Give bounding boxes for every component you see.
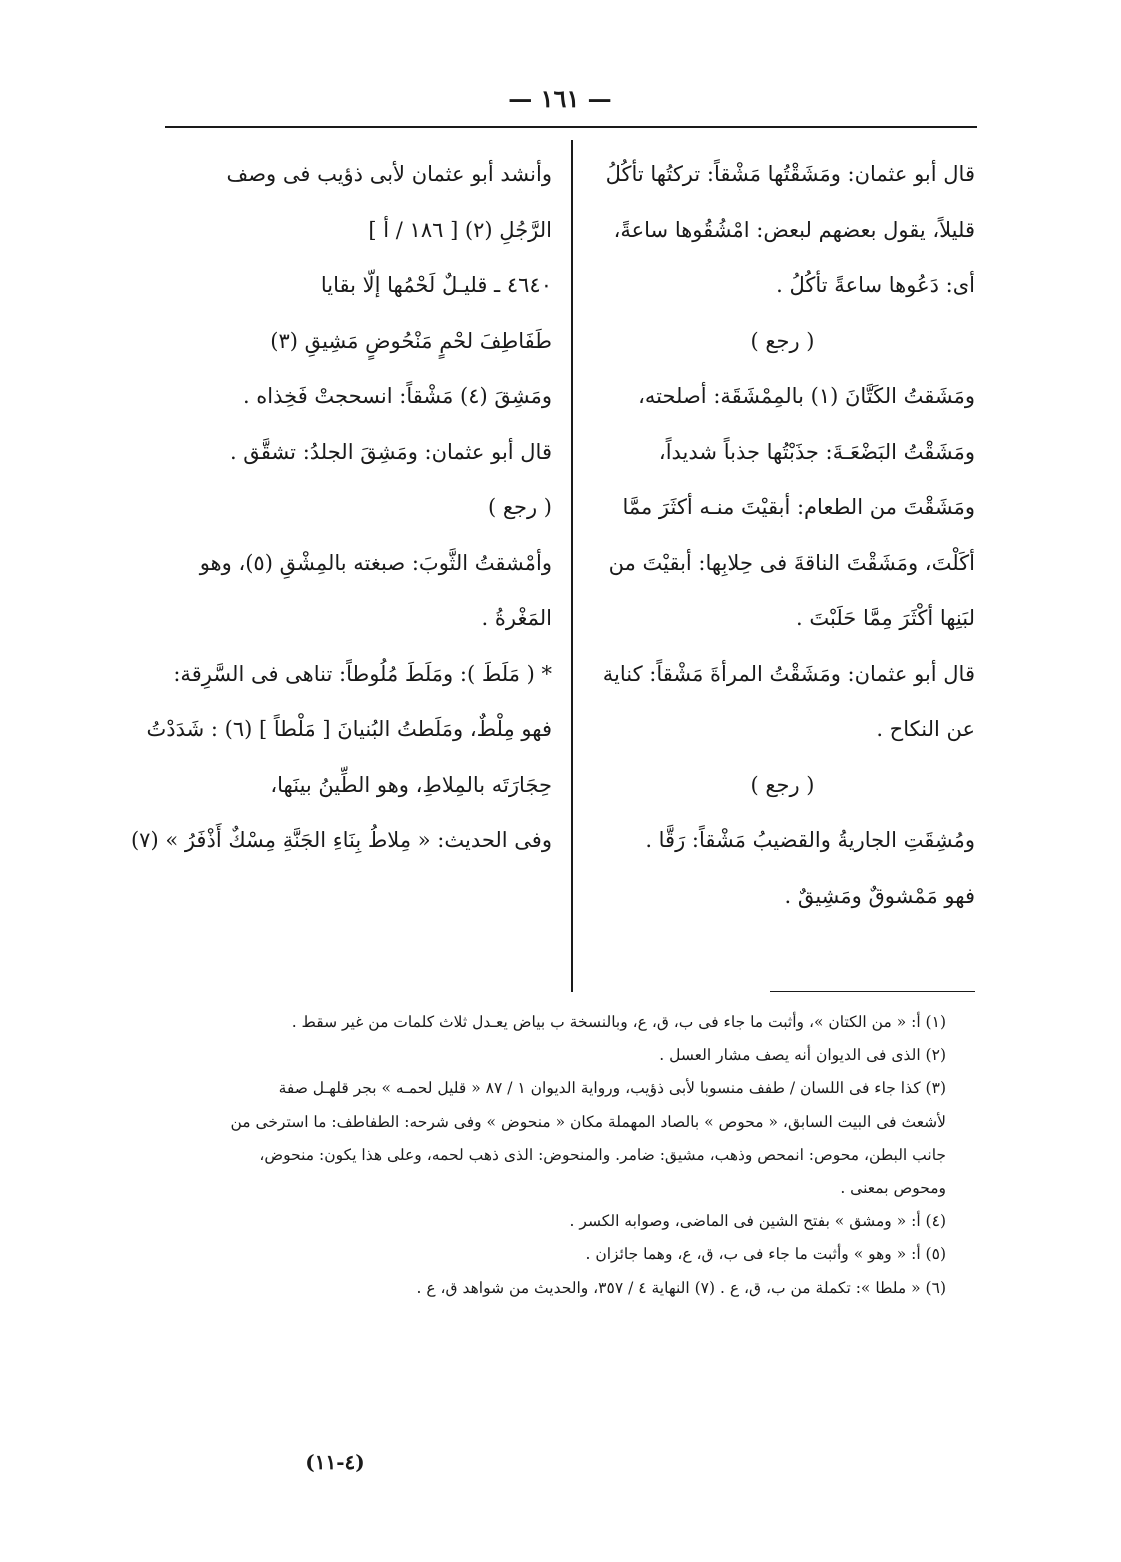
footnote: (٤) أ: « ومشق » بفتح الشين فى الماضى، وصوابه الكسر .	[569, 1212, 946, 1231]
footnote: لأشعث فى البيت السابق، « محوص » بالصاد المهملة مكان « منحوض » وفى شرحه: الطفاطف: ما استرخى من	[230, 1112, 946, 1131]
text-line: المَغْرةُ .	[481, 606, 552, 630]
text-line: وفى الحديث: « مِلاطُ بِنَاءِ الجَنَّةِ مِسْكٌ أَذْفَرُ » (٧)	[130, 828, 552, 852]
text-line: ومَشَقْتُ البَضْعَـةَ: جذَبْتُها جذباً شديداً،	[658, 439, 975, 464]
column-divider	[571, 140, 573, 992]
footnote: (١) أ: « من الكتان »، وأثبت ما جاء فى ب، ق، ع، وبالنسخة ب بياض يعـدل ثلاث كلمات من غير سقط .	[291, 1013, 946, 1031]
footnote: ومحوص بمعنى .	[840, 1178, 946, 1197]
verse-line: ٤٦٤٠ ـ قليـلٌ لَحْمُها إلّا بقايا	[320, 273, 552, 297]
footnote: (٣) كذا جاء فى اللسان / طفف منسوبا لأبى ذؤيب، ورواية الديوان ١ / ٨٧ « قليل لحمـه » بجر قلهـل صفة	[278, 1079, 946, 1098]
left-column	[130, 160, 552, 882]
page-number: — ١٦١ —	[508, 84, 612, 113]
text-line: قال أبو عثمان: ومَشَقْتُ المرأةَ مَشْقاً: كناية	[602, 661, 975, 686]
footnote: (٥) أ: « وهو » وأثبت ما جاء فى ب، ق، ع، وهما جائزان .	[585, 1245, 946, 1264]
text-line: ومَشَقتُ الكَتَّانَ (١) بالمِمْشَقَة: أصلحته،	[638, 384, 975, 408]
text-line: ومَشَقْتَ من الطعام: أبقيْتَ منـه أكثَرَ ممَّا	[622, 495, 975, 519]
text-line: أى: دَعُوها ساعةً تأكُلُ .	[776, 273, 975, 297]
text-line: أكَلْتَ، ومَشَقْتَ الناقةَ فى حِلابِها: أبقيْتَ من	[608, 550, 975, 575]
text-line: فهو مِلْطٌ، ومَلَطتُ البُنيانَ [ مَلْطاً ] (٦) : شَدَدْتُ	[146, 717, 552, 741]
text-line: الرَّجُلِ (٢) [ ١٨٦ / أ ]	[368, 217, 552, 242]
entry-heading-line: * ( مَلَطَ ): ومَلَطَ مُلُوطاً: تناهى فى السَّرِقة:	[173, 661, 552, 686]
right-column	[590, 160, 975, 937]
text-line: قال أبو عثمان: ومَشَقْتُها مَشْقاً: تركتُها تأكُلُ	[605, 162, 975, 186]
section-marker: ( رجع )	[750, 328, 815, 353]
footnotes	[176, 1012, 946, 1311]
footnote: جانب البطن، محوص: انمحص وذهب، مشيق: ضامر. والمنحوض: الذى ذهب لحمه، وعلى هذا يكون: منحوض،	[259, 1145, 946, 1164]
text-line: وأنشد أبو عثمان لأبى ذؤيب فى وصف	[226, 162, 552, 186]
section-marker: ( رجع )	[487, 495, 552, 519]
signature-mark: (٤-١١)	[305, 1450, 365, 1474]
text-line: حِجَارَتَه بالمِلاطِ، وهو الطِّينُ بينَها،	[270, 772, 552, 797]
footnote: (٦) « ملطا »: تكملة من ب، ق، ع . (٧) النهاية ٤ / ٣٥٧، والحديث من شواهد ق، ع .	[416, 1278, 946, 1297]
text-line: قليلاً، يقول بعضهم لبعض: امْشُقُوها ساعةً،	[613, 217, 975, 242]
footnote: (٢) الذى فى الديوان أنه يصف مشار العسل .	[659, 1046, 946, 1065]
text-line: ومَشِقَ (٤) مَشْقاً: انسحجتْ فَخِذاه .	[242, 384, 552, 408]
footnote-rule	[770, 991, 975, 992]
verse-line: طَفَاطِفَ لحْمٍ مَنْحُوضٍ مَشِيقِ (٣)	[270, 328, 552, 353]
header-rule	[165, 126, 977, 128]
section-marker: ( رجع )	[750, 772, 815, 797]
text-line: عن النكاح .	[876, 717, 975, 741]
text-line: قال أبو عثمان: ومَشِقَ الجلدُ: تشقَّق .	[229, 439, 552, 464]
text-line: وأمْشقتُ الثَّوبَ: صبغته بالمِشْقِ (٥)، وهو	[199, 550, 552, 575]
text-line: فهو مَمْشوقٌ ومَشِيقٌ .	[784, 883, 975, 908]
text-line: لبَنِها أكْثَرَ مِمَّا حَلَبْتَ .	[796, 606, 975, 630]
text-line: ومُشِقَتِ الجاريةُ والقضيبُ مَشْقاً: رَقَّا .	[645, 828, 975, 852]
